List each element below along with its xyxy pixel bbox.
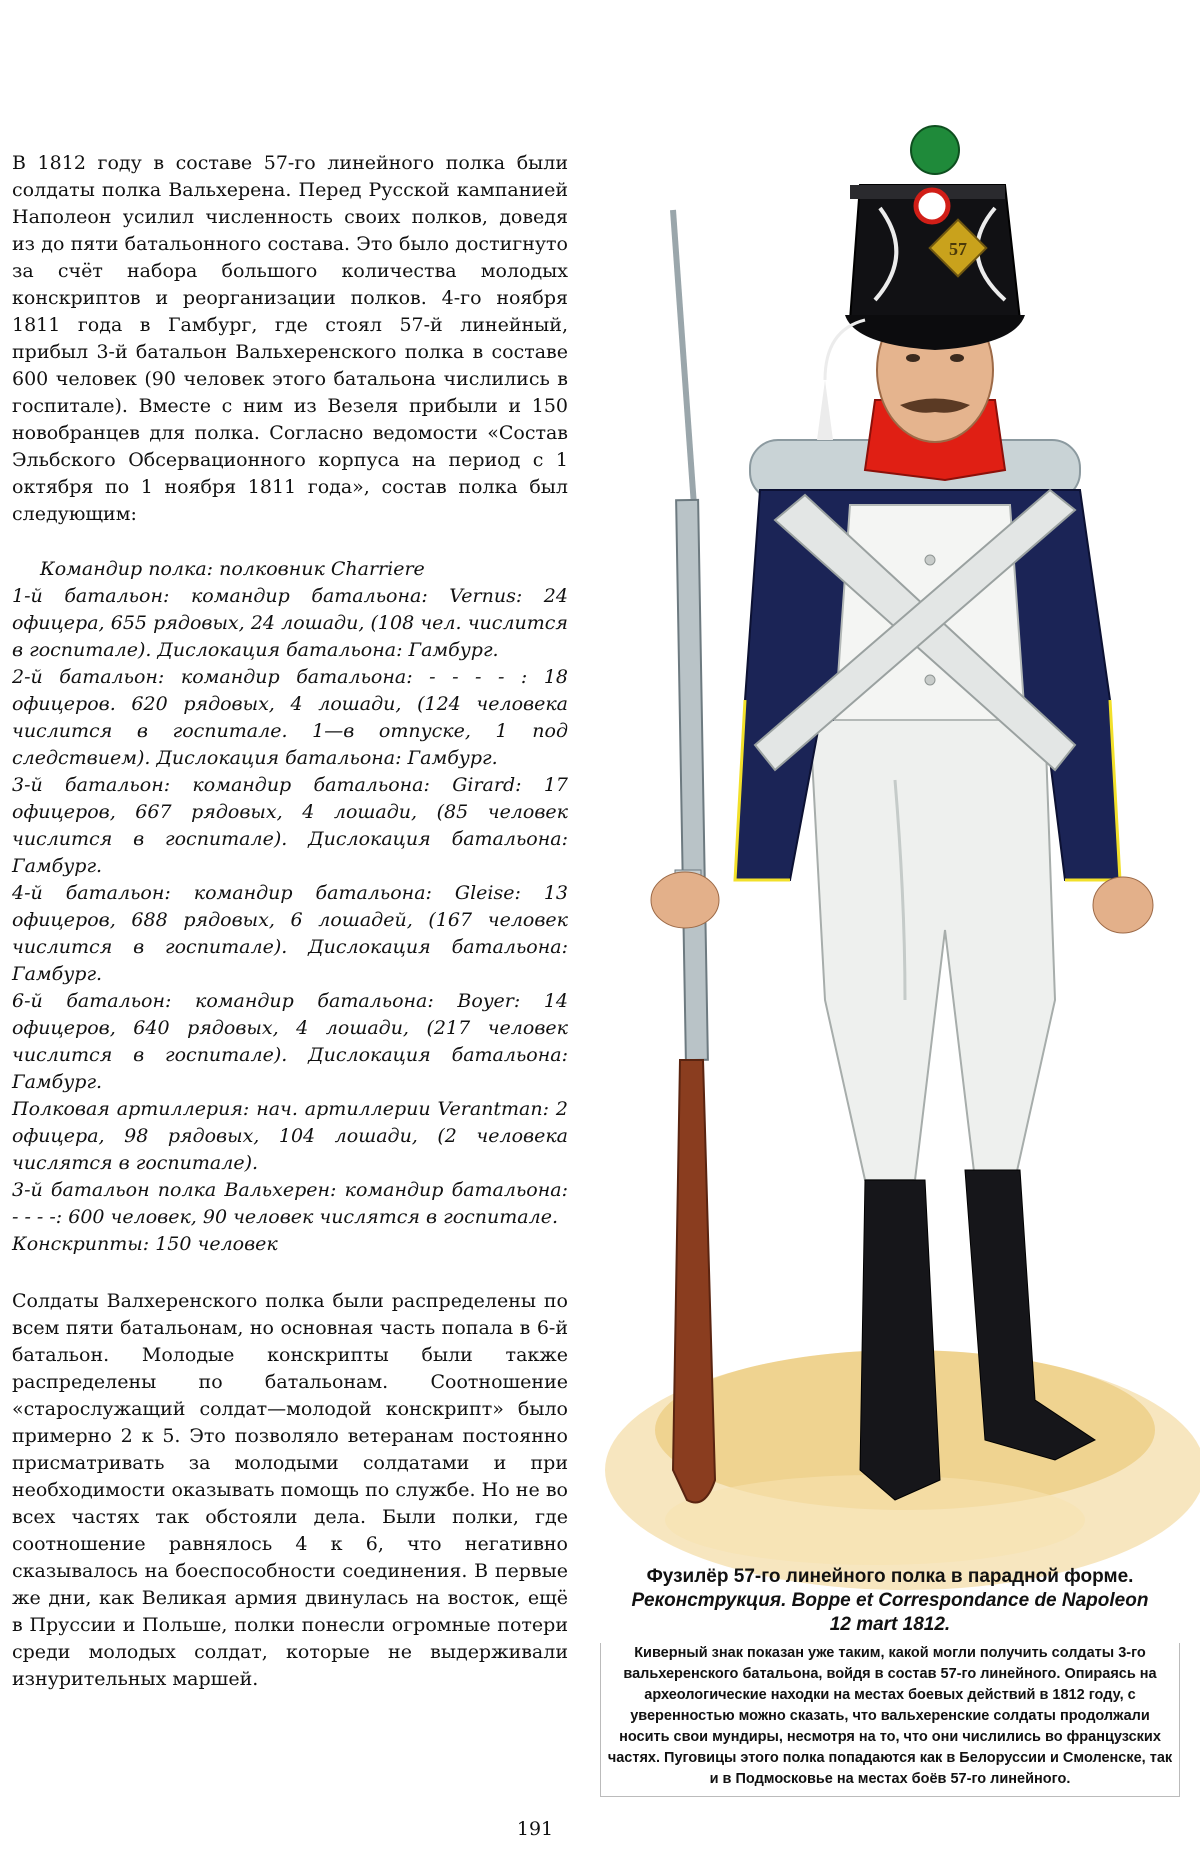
caption-note: Киверный знак показан уже таким, какой могли получить солдаты 3-го вальхеренского батальона, войдя в состав 57-го линейного. Опираясь на археологические находки на местах боевых действий в 1812 году, с уверенностью можно сказать, что вальхеренские солдаты продолжали носить свои мундиры, несмотря на то, что они числились во французских частях. Пуговицы этого полка попадаются как в Белоруссии и Смоленске, так и в Подмосковье на местах боёв 57-го линейного. [607,1645,1173,1787]
roster-battalion-2: 2-й батальон: командир батальона: - - - - : 18 офицеров. 620 рядовых, 4 лошади, (124 человека числится в госпитале. 1—в отпуске, 1 под следствием). Дислокация батальона: Гамбург. [12,666,568,769]
roster-commander: Командир полка: полковник Charriere [40,558,425,580]
page-number: 191 [516,1818,554,1840]
shako [845,126,1025,350]
caption-reference-1: Реконструкция. Boppe et Correspondance de Napoleon [631,1590,1149,1611]
figure-caption [600,1565,1180,1797]
outro-paragraph: Солдаты Валхеренского полка были распределены по всем пяти батальонам, но основная часть попала в 6-й батальон. Молодые конскрипты были также распределены по батальонам. Соотношение «старослужащий солдат—молодой конскрипт» было примерно 2 к 5. Это позволяло ветеранам постоянно присматривать за молодыми солдатами и при необходимости оказывать помощь по службе. Но не во всех частях так обстояли дела. Были полки, где соотношение равнялось 4 к 6, что негативно сказывалось на боеспособности соединения. В первые же дни, как Великая армия двинулась на восток, ещё в Пруссии и Польше, полки понесли огромные потери среди молодых солдат, которые не выдерживали изнурительных маршей. [12,1290,568,1690]
roster-conscripts: Конскрипты: 150 человек [12,1233,278,1255]
roster-artillery: Полковая артиллерия: нач. артиллерии Verantman: 2 офицера, 98 рядовых, 104 лошади, (2 человека числятся в госпитале). [12,1098,568,1174]
caption-note-box [600,1643,1180,1797]
caption-reference-2: 12 mart 1812. [829,1614,951,1635]
pompon [911,126,959,174]
intro-paragraph: В 1812 году в составе 57-го линейного полка были солдаты полка Вальхерена. Перед Русской кампанией Наполеон усилил численность своих полков, доведя из до пяти батальонного состава. Это было достигнуто за счёт набора большого количества молодых конскриптов и реорганизации полков. 4-го ноября 1811 года в Гамбург, где стоял 57-й линейный, прибыл 3-й батальон Вальхеренского полка в составе 600 человек (90 человек этого батальона числились в госпитале). Вместе с ним из Везеля прибыли и 150 новобранцев для полка. Согласно ведомости «Состав Эльбского Обсервационного корпуса на период с 1 октября по 1 ноября 1811 года», состав полка был следующим: [12,152,568,525]
roster-battalion-3: 3-й батальон: командир батальона: Girard: 17 офицеров, 667 рядовых, 4 лошади, (85 человек числится в госпитале). Дислокация батальона: Гамбург. [12,774,568,877]
fusilier-illustration [575,0,1200,1590]
main-text-column [12,150,568,1693]
caption-title: Фузилёр 57-го линейного полка в парадной форме. [646,1566,1134,1587]
roster-battalion-6: 6-й батальон: командир батальона: Boyer: 14 офицеров, 640 рядовых, 4 лошади, (217 человек числится в госпитале). Дислокация батальона: Гамбург. [12,990,568,1093]
roster-walcheren-battalion: 3-й батальон полка Вальхерен: командир батальона: - - - -: 600 человек, 90 человек числятся в госпитале. [12,1179,568,1228]
shako-badge-number: 57 [949,239,967,259]
left-hand [651,872,719,928]
right-hand [1093,877,1153,933]
musket [673,210,715,1503]
trousers [810,720,1055,1180]
left-gaiter [860,1180,940,1500]
cockade [916,190,948,222]
roster-battalion-4: 4-й батальон: командир батальона: Gleise: 13 офицеров, 688 рядовых, 6 лошадей, (167 человек числится в госпитале). Дислокация батальона: Гамбург. [12,882,568,985]
roster-battalion-1: 1-й батальон: командир батальона: Vernus: 24 офицера, 655 рядовых, 24 лошади, (108 чел. числится в госпитале). Дислокация батальона: Гамбург. [12,585,568,661]
